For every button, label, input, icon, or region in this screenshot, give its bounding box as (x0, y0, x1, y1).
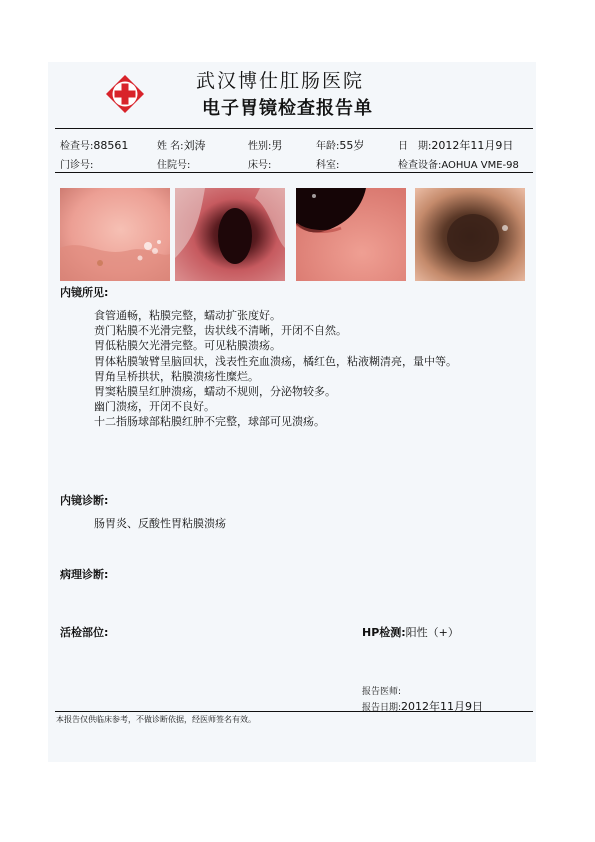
exam-date-field: 日 期:2012年11月9日 (398, 139, 514, 152)
age-field: 年龄:55岁 (316, 139, 365, 152)
report-title: 电子胃镜检查报告单 (202, 98, 373, 119)
findings-line: 幽门溃疡，开闭不良好。 (94, 400, 215, 414)
bed-number-field: 床号: (248, 160, 272, 171)
diagnosis-text: 肠胃炎、反酸性胃粘膜溃疡 (94, 517, 226, 530)
diagnosis-label: 内镜诊断: (60, 494, 109, 507)
department-field: 科室: (316, 160, 340, 171)
endoscopy-image-1 (60, 188, 170, 281)
findings-text (94, 308, 457, 430)
findings-line: 贲门粘膜不光滑完整，齿状线不清晰，开闭不自然。 (94, 324, 347, 338)
pathology-label: 病理诊断: (60, 568, 109, 581)
findings-label: 内镜所见: (60, 286, 109, 299)
outpatient-number-field: 门诊号: (60, 160, 94, 171)
findings-line: 胃角呈桥拱状，粘膜溃疡性糜烂。 (94, 369, 259, 383)
header-divider (55, 128, 533, 129)
endoscopy-image-4 (415, 188, 525, 281)
endoscopy-image-3 (296, 188, 406, 281)
report-date-field: 报告日期:2012年11月9日 (362, 700, 484, 713)
info-divider (55, 172, 533, 173)
patient-name-field: 姓 名:刘涛 (157, 139, 206, 152)
endoscopy-image-2 (175, 188, 285, 281)
sex-field: 性别:男 (248, 139, 283, 152)
red-cross-logo-icon (105, 74, 145, 114)
findings-line: 胃低粘膜欠光滑完整。可见粘膜溃疡。 (94, 339, 281, 353)
findings-line: 胃体粘膜皱臂呈脑回状，浅表性充血溃疡，橘红色，粘液糊清亮，量中等。 (94, 354, 457, 368)
report-doctor-field: 报告医师: (362, 687, 402, 697)
hp-test-field: HP检测:阳性（+） (362, 626, 459, 639)
inpatient-number-field: 住院号: (157, 160, 191, 171)
exam-number-field: 检查号:88561 (60, 139, 129, 152)
findings-line: 食管通畅，粘膜完整，蠕动扩张度好。 (94, 309, 281, 322)
device-field: 检查设备:AOHUA VME-98 (398, 160, 519, 171)
biopsy-label: 活检部位: (60, 626, 109, 639)
footer-divider (55, 711, 533, 712)
findings-line: 胃窦粘膜呈红肿溃疡，蠕动不规则，分泌物较多。 (94, 385, 336, 399)
hospital-name: 武汉博仕肛肠医院 (196, 70, 365, 92)
findings-line: 十二指肠球部粘膜红肿不完整，球部可见溃疡。 (94, 415, 325, 429)
disclaimer: 本报告仅供临床参考，不做诊断依据，经医师签名有效。 (56, 715, 256, 724)
